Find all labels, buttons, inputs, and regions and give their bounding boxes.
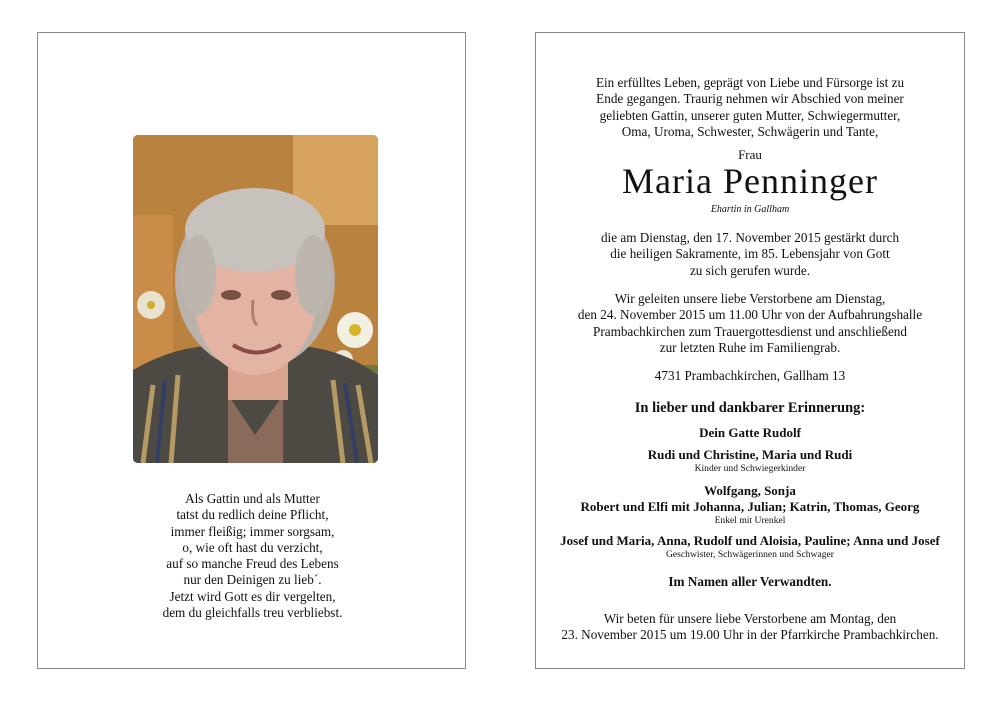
funeral-notice — [536, 291, 964, 356]
closing-line: Im Namen aller Verwandten. — [668, 574, 832, 589]
salutation: Frau — [738, 147, 762, 162]
right-card-panel — [535, 32, 965, 669]
house-title: Ehartin in Gallham — [710, 204, 790, 215]
poem-line: Jetzt wird Gott es dir vergelten, — [169, 588, 336, 604]
left-card-panel — [37, 32, 466, 669]
prayer-service-line: Wir beten für unsere liebe Verstorbene am Montag, den — [603, 611, 897, 626]
prayer-service — [536, 611, 964, 644]
prayer-service-line: 23. November 2015 um 19.00 Uhr in der Pfarrkirche Prambachkirchen. — [561, 627, 939, 643]
address: 4731 Prambachkirchen, Gallham 13 — [654, 368, 846, 383]
poem-line: o, wie oft hast du verzicht, — [182, 539, 323, 555]
intro-line: Ende gegangen. Traurig nehmen wir Abschied von meiner — [596, 91, 904, 107]
siblings-label: Geschwister, Schwägerinnen und Schwager — [666, 549, 834, 560]
intro-paragraph — [536, 75, 964, 140]
grandchildren-names: Wolfgang, Sonja — [704, 483, 796, 498]
remembrance-heading: In lieber und dankbarer Erinnerung: — [634, 400, 866, 416]
death-notice-line: zu sich gerufen wurde. — [689, 262, 811, 278]
siblings-group — [536, 533, 964, 560]
husband: Dein Gatte Rudolf — [699, 425, 801, 440]
death-notice-line: die heiligen Sakramente, im 85. Lebensjahr von Gott — [610, 246, 890, 262]
children-group — [536, 447, 964, 474]
poem-line: dem du gleichfalls treu verbliebst. — [162, 605, 343, 621]
death-notice — [536, 230, 964, 279]
siblings-names: Josef und Maria, Anna, Rudolf und Aloisia, Pauline; Anna und Josef — [560, 533, 940, 548]
funeral-notice-line: zur letzten Ruhe im Familiengrab. — [659, 339, 841, 355]
poem-line: auf so manche Freud des Lebens — [166, 556, 339, 572]
grandchildren-names: Robert und Elfi mit Johanna, Julian; Katrin, Thomas, Georg — [580, 499, 920, 514]
intro-line: Oma, Uroma, Schwester, Schwägerin und Tante, — [621, 123, 879, 139]
portrait-photo — [133, 135, 378, 463]
death-notice-line: die am Dienstag, den 17. November 2015 gestärkt durch — [600, 230, 900, 245]
poem-line: tatst du redlich deine Pflicht, — [176, 507, 329, 523]
memorial-poem — [78, 491, 427, 621]
funeral-notice-line: Wir geleiten unsere liebe Verstorbene am Dienstag, — [614, 291, 886, 306]
grandchildren-group — [536, 483, 964, 526]
portrait-illustration — [133, 135, 378, 463]
grandchildren-label: Enkel mit Urenkel — [714, 515, 786, 526]
poem-line: Als Gattin und als Mutter — [185, 491, 320, 506]
children-names: Rudi und Christine, Maria und Rudi — [647, 447, 853, 462]
intro-line: geliebten Gattin, unserer guten Mutter, Schwiegermutter, — [599, 107, 901, 123]
children-label: Kinder und Schwiegerkinder — [694, 463, 806, 474]
poem-line: immer fleißig; immer sorgsam, — [170, 523, 335, 539]
intro-line: Ein erfülltes Leben, geprägt von Liebe und Fürsorge ist zu — [595, 75, 905, 90]
funeral-notice-line: Prambachkirchen zum Trauergottesdienst und anschließend — [593, 323, 907, 339]
poem-line: nur den Deinigen zu lieb´. — [183, 572, 322, 588]
funeral-notice-line: den 24. November 2015 um 11.00 Uhr von der Aufbahrungshalle — [577, 307, 923, 323]
deceased-name: Maria Penninger — [622, 161, 878, 201]
